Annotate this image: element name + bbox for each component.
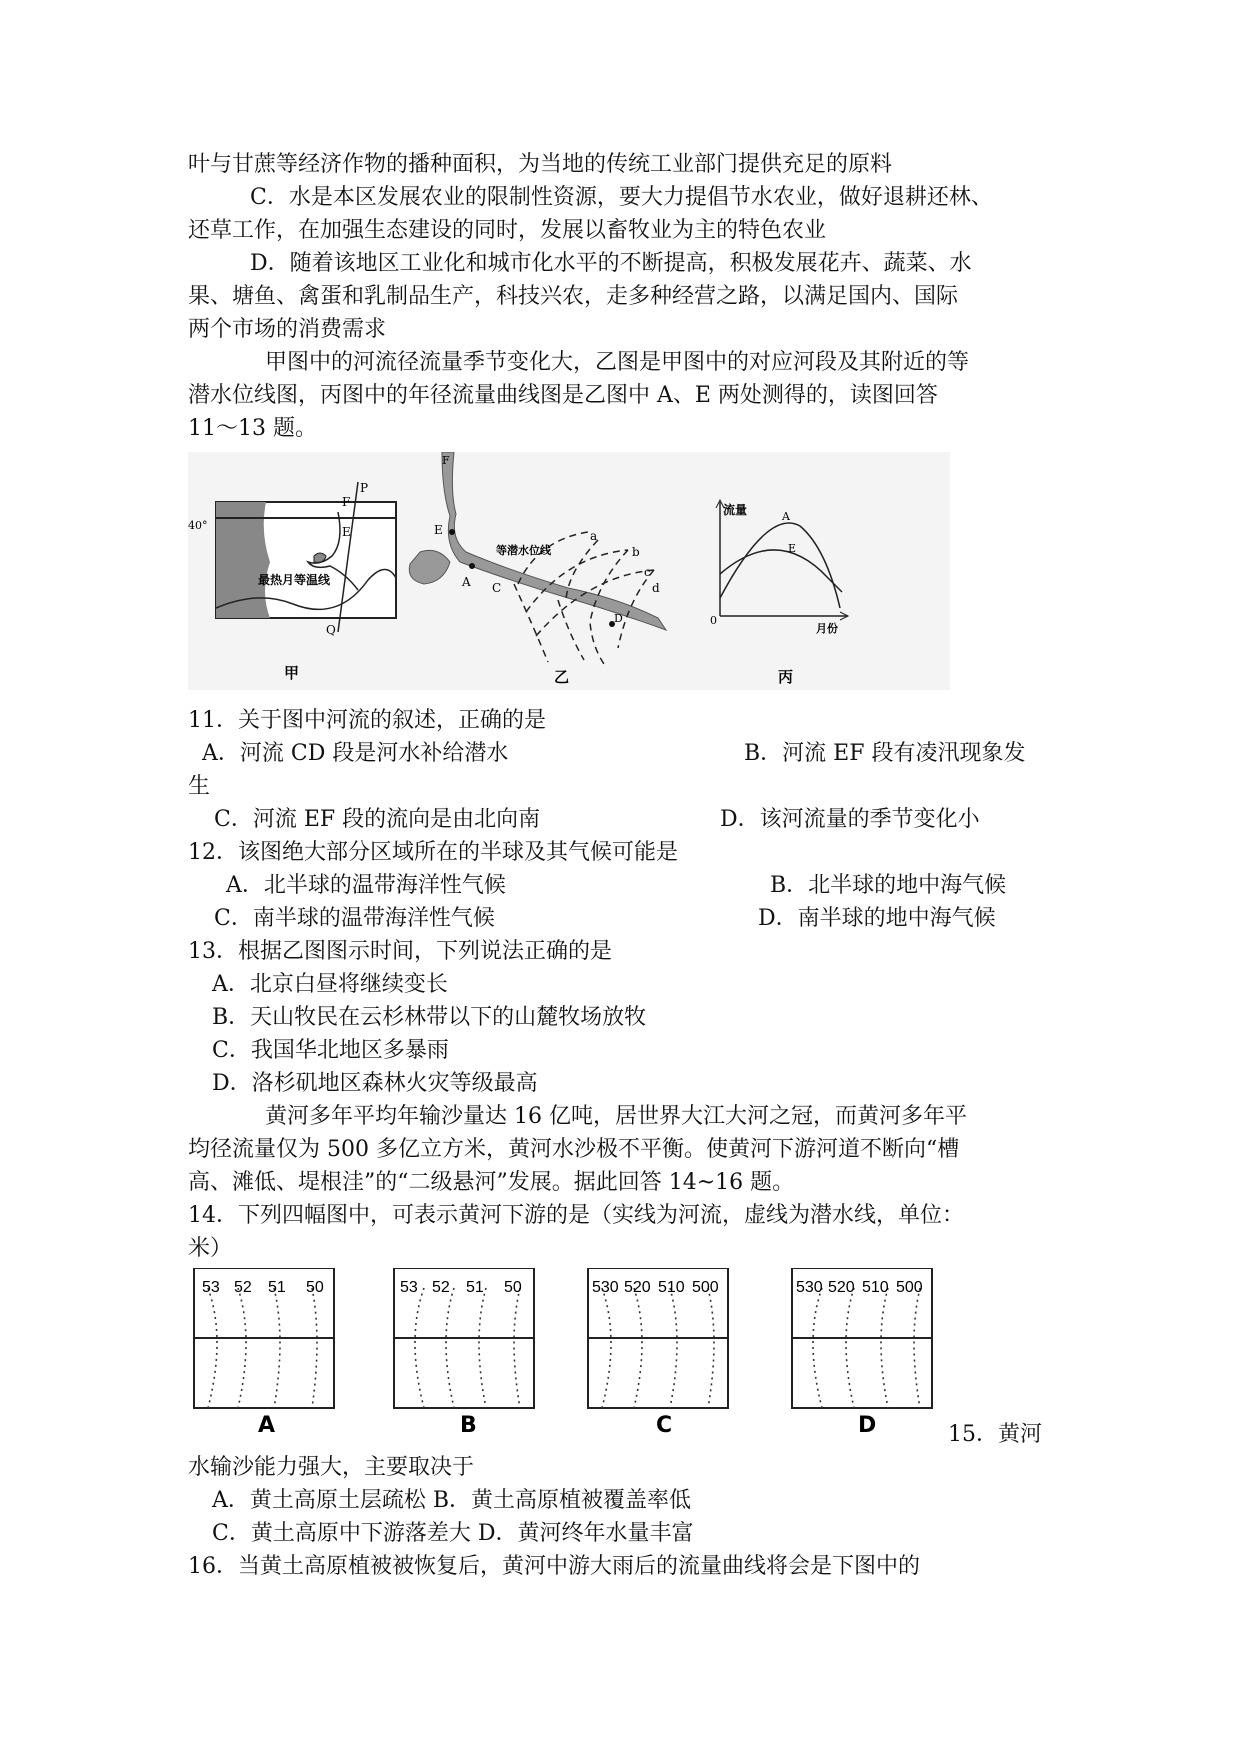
contour-b: b xyxy=(632,545,640,559)
map-yi xyxy=(409,452,666,664)
month-label: 月份 xyxy=(816,622,838,635)
q13-option-a: A．北京白昼将继续变长 xyxy=(212,972,448,997)
yi-label-e: E xyxy=(434,523,443,537)
flow-label: 流量 xyxy=(723,503,748,517)
figure-svg xyxy=(188,452,950,690)
text-line: 叶与甘蔗等经济作物的播种面积，为当地的传统工业部门提供充足的原料 xyxy=(188,152,893,177)
caption-bing: 丙 xyxy=(778,668,794,686)
box-d-label: 510 xyxy=(862,1279,889,1296)
isotherm-label: 最热月等温线 xyxy=(258,573,331,587)
box-c-label: 530 xyxy=(592,1279,619,1296)
contour-legend: 等潜水位线 xyxy=(496,544,551,557)
jia-label-e: E xyxy=(342,525,351,539)
caption-a: A xyxy=(258,1413,276,1438)
q13-option-d: D．洛杉矶地区森林火灾等级最高 xyxy=(212,1071,538,1096)
question-14: 14．下列四幅图中，可表示黄河下游的是（实线为河流，虚线为潜水线，单位： xyxy=(188,1203,964,1228)
curve-label-a: A xyxy=(782,510,790,523)
box-d-label: 500 xyxy=(896,1279,923,1296)
box-d-label: 530 xyxy=(796,1279,823,1296)
text-line: 还草工作，在加强生态建设的同时，发展以畜牧业为主的特色农业 xyxy=(188,218,827,243)
box-a-label: 50 xyxy=(306,1279,324,1296)
q15-options-cd: C．黄土高原中下游落差大 D．黄河终年水量丰富 xyxy=(212,1521,694,1546)
yi-label-d: D xyxy=(614,612,623,625)
question-13: 13．根据乙图图示时间，下列说法正确的是 xyxy=(188,939,612,964)
caption-yi: 乙 xyxy=(554,668,570,686)
box-c-label: 510 xyxy=(658,1279,685,1296)
text-line: 两个市场的消费需求 xyxy=(188,317,387,342)
text-line: 均径流量仅为 500 多亿立方米，黄河水沙极不平衡。使黄河下游河道不断向“槽 xyxy=(188,1137,960,1162)
passage-yellow-river: 黄河多年平均年输沙量达 16 亿吨，居世界大江大河之冠，而黄河多年平 xyxy=(265,1104,967,1129)
text-line: 果、塘鱼、禽蛋和乳制品生产，科技兴农，走多种经营之路，以满足国内、国际 xyxy=(188,284,959,309)
q11-option-a: A．河流 CD 段是河水补给潜水 xyxy=(202,741,509,766)
curve-label-e: E xyxy=(788,542,797,555)
box-b-label: 53 xyxy=(400,1279,418,1296)
yi-label-a: A xyxy=(462,575,471,589)
jia-label-f: F xyxy=(342,495,351,509)
contour-d: d xyxy=(652,581,660,595)
box-c-label: 520 xyxy=(624,1279,651,1296)
q12-option-d: D．南半球的地中海气候 xyxy=(758,906,996,931)
question-11: 11．关于图中河流的叙述，正确的是 xyxy=(188,708,546,733)
text-line: 米） xyxy=(188,1236,233,1261)
yi-label-f: F xyxy=(442,454,450,467)
box-c-label: 500 xyxy=(692,1279,719,1296)
text-line: 高、滩低、堤根洼”的“二级悬河”发展。据此回答 14~16 题。 xyxy=(188,1170,795,1195)
figure-options-14 xyxy=(188,1268,948,1438)
q11-option-c: C．河流 EF 段的流向是由北向南 xyxy=(214,807,541,832)
box-b-label: 51 xyxy=(466,1279,484,1296)
options-svg xyxy=(188,1268,948,1438)
q15-options-ab: A．黄土高原土层疏松 B．黄土高原植被覆盖率低 xyxy=(212,1488,692,1513)
box-a-label: 52 xyxy=(234,1279,252,1296)
q11-option-d: D．该河流量的季节变化小 xyxy=(720,807,980,832)
box-b-label: 50 xyxy=(504,1279,522,1296)
contour-a: a xyxy=(590,529,598,543)
q13-option-c: C．我国华北地区多暴雨 xyxy=(212,1038,449,1063)
passage-intro: 甲图中的河流径流量季节变化大，乙图是甲图中的对应河段及其附近的等 xyxy=(265,350,970,375)
question-16: 16．当黄土高原植被被恢复后，黄河中游大雨后的流量曲线将会是下图中的 xyxy=(188,1554,920,1579)
box-a-label: 51 xyxy=(268,1279,286,1296)
jia-label-p: P xyxy=(360,481,369,495)
q12-option-b: B．北半球的地中海气候 xyxy=(770,873,1007,898)
box-d-label: 520 xyxy=(828,1279,855,1296)
q13-option-b: B．天山牧民在云杉林带以下的山麓牧场放牧 xyxy=(212,1005,647,1030)
figure-jia-yi-bing xyxy=(188,452,950,690)
q11-option-b: B．河流 EF 段有凌汛现象发 xyxy=(744,741,1026,766)
box-b-label: 52 xyxy=(432,1279,450,1296)
q12-option-c: C．南半球的温带海洋性气候 xyxy=(214,906,495,931)
jia-label-q: Q xyxy=(326,623,336,637)
origin-label: 0 xyxy=(710,614,717,627)
map-jia xyxy=(216,482,396,632)
option-d: D．随着该地区工业化和城市化水平的不断提高，积极发展花卉、蔬菜、水 xyxy=(250,251,972,276)
contour-c: c xyxy=(644,565,651,579)
question-15-cont: 水输沙能力强大，主要取决于 xyxy=(188,1455,475,1480)
caption-c: C xyxy=(656,1413,673,1438)
caption-b: B xyxy=(460,1413,477,1438)
yi-label-c: C xyxy=(492,581,502,595)
lat-label: 40° xyxy=(188,519,208,532)
caption-jia: 甲 xyxy=(284,664,300,682)
box-a-label: 53 xyxy=(202,1279,220,1296)
question-15: 15．黄河 xyxy=(948,1422,1042,1447)
text-line: 11～13 题。 xyxy=(188,416,317,441)
caption-d: D xyxy=(858,1413,877,1438)
option-c: C．水是本区发展农业的限制性资源，要大力提倡节水农业，做好退耕还林、 xyxy=(250,185,993,210)
question-12: 12．该图绝大部分区域所在的半球及其气候可能是 xyxy=(188,840,678,865)
text-line: 潜水位线图，丙图中的年径流量曲线图是乙图中 A、E 两处测得的，读图回答 xyxy=(188,383,938,408)
q12-option-a: A．北半球的温带海洋性气候 xyxy=(226,873,506,898)
q11-option-b-cont: 生 xyxy=(188,774,211,799)
